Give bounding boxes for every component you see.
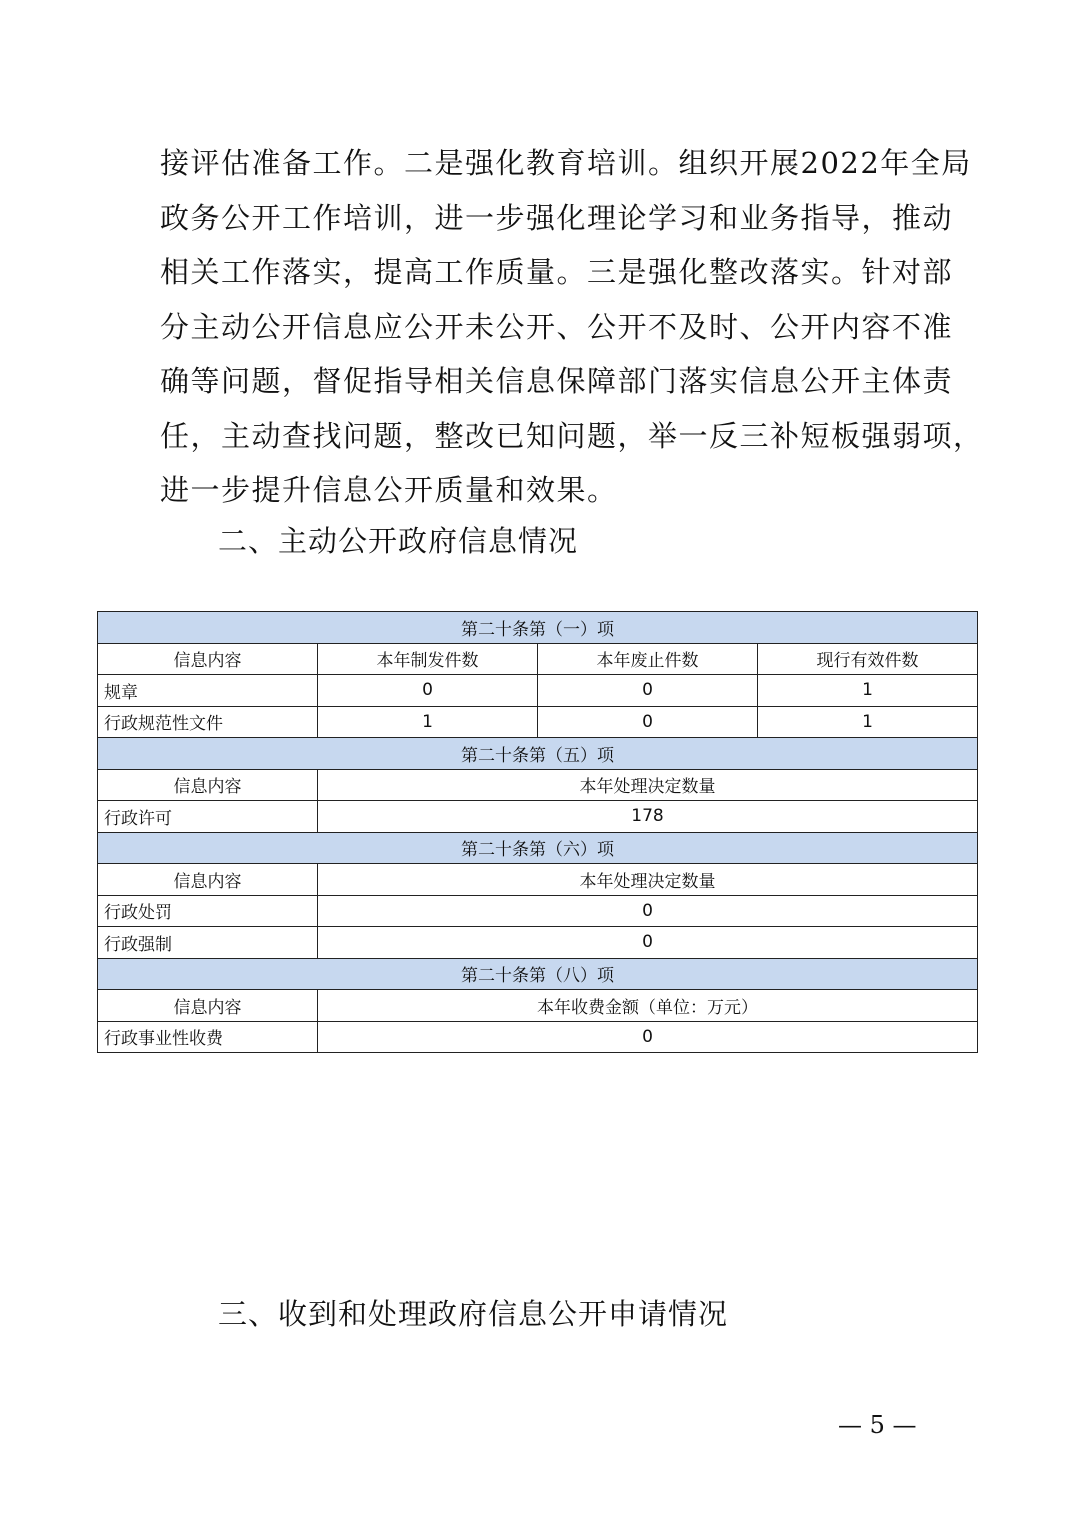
row-label: 行政事业性收费: [98, 1021, 318, 1053]
header-cell: 本年废止件数: [538, 643, 758, 675]
header-cell: 本年制发件数: [318, 643, 538, 675]
section-row: [98, 958, 978, 990]
table-row: [98, 706, 978, 738]
header-row: [98, 864, 978, 896]
body-paragraph: [160, 136, 984, 518]
table-row: [98, 895, 978, 927]
paragraph-line: 政务公开工作培训，进一步强化理论学习和业务指导，推动: [160, 200, 954, 235]
table-cell: 0: [538, 706, 758, 738]
row-label: 行政许可: [98, 801, 318, 833]
row-label: 行政强制: [98, 927, 318, 959]
table-row: [98, 1021, 978, 1053]
header-cell: 现行有效件数: [758, 643, 978, 675]
section-title: 第二十条第（六）项: [98, 832, 978, 864]
header-cell: 信息内容: [98, 643, 318, 675]
row-label: 行政处罚: [98, 895, 318, 927]
row-label: 行政规范性文件: [98, 706, 318, 738]
table-cell: 0: [318, 1021, 978, 1053]
table-cell: 1: [758, 675, 978, 707]
section-title: 第二十条第（一）项: [98, 612, 978, 644]
header-cell: 信息内容: [98, 769, 318, 801]
section-heading-3: 三、收到和处理政府信息公开申请情况: [218, 1297, 729, 1331]
page-number: — 5 —: [838, 1411, 917, 1439]
section-heading-2: 二、主动公开政府信息情况: [218, 524, 579, 558]
paragraph-line: 分主动公开信息应公开未公开、公开不及时、公开内容不准: [160, 309, 954, 344]
paragraph-line: 确等问题，督促指导相关信息保障部门落实信息公开主体责: [160, 364, 954, 398]
table-cell: 0: [318, 675, 538, 707]
header-cell: 本年处理决定数量: [318, 769, 978, 801]
table-row: [98, 675, 978, 707]
disclosure-table: [97, 611, 978, 1053]
table-row: [98, 801, 978, 833]
table-cell: 1: [758, 706, 978, 738]
header-cell: 信息内容: [98, 864, 318, 896]
table-cell: 0: [538, 675, 758, 707]
section-title: 第二十条第（五）项: [98, 738, 978, 770]
header-row: [98, 769, 978, 801]
section-row: [98, 832, 978, 864]
section-row: [98, 612, 978, 644]
header-row: [98, 990, 978, 1022]
table-cell: 178: [318, 801, 978, 833]
table-cell: 0: [318, 927, 978, 959]
header-cell: 信息内容: [98, 990, 318, 1022]
table-row: [98, 927, 978, 959]
paragraph-line: 任，主动查找问题，整改已知问题，举一反三补短板强弱项，: [160, 418, 984, 453]
row-label: 规章: [98, 675, 318, 707]
paragraph-line: 进一步提升信息公开质量和效果。: [160, 473, 618, 507]
paragraph-line: 相关工作落实，提高工作质量。三是强化整改落实。针对部: [160, 255, 954, 289]
header-row: [98, 643, 978, 675]
table-cell: 1: [318, 706, 538, 738]
table-cell: 0: [318, 895, 978, 927]
section-row: [98, 738, 978, 770]
header-cell: 本年处理决定数量: [318, 864, 978, 896]
paragraph-line: 接评估准备工作。二是强化教育培训。组织开展2022年全局: [160, 146, 972, 180]
section-title: 第二十条第（八）项: [98, 958, 978, 990]
header-cell: 本年收费金额（单位：万元）: [318, 990, 978, 1022]
